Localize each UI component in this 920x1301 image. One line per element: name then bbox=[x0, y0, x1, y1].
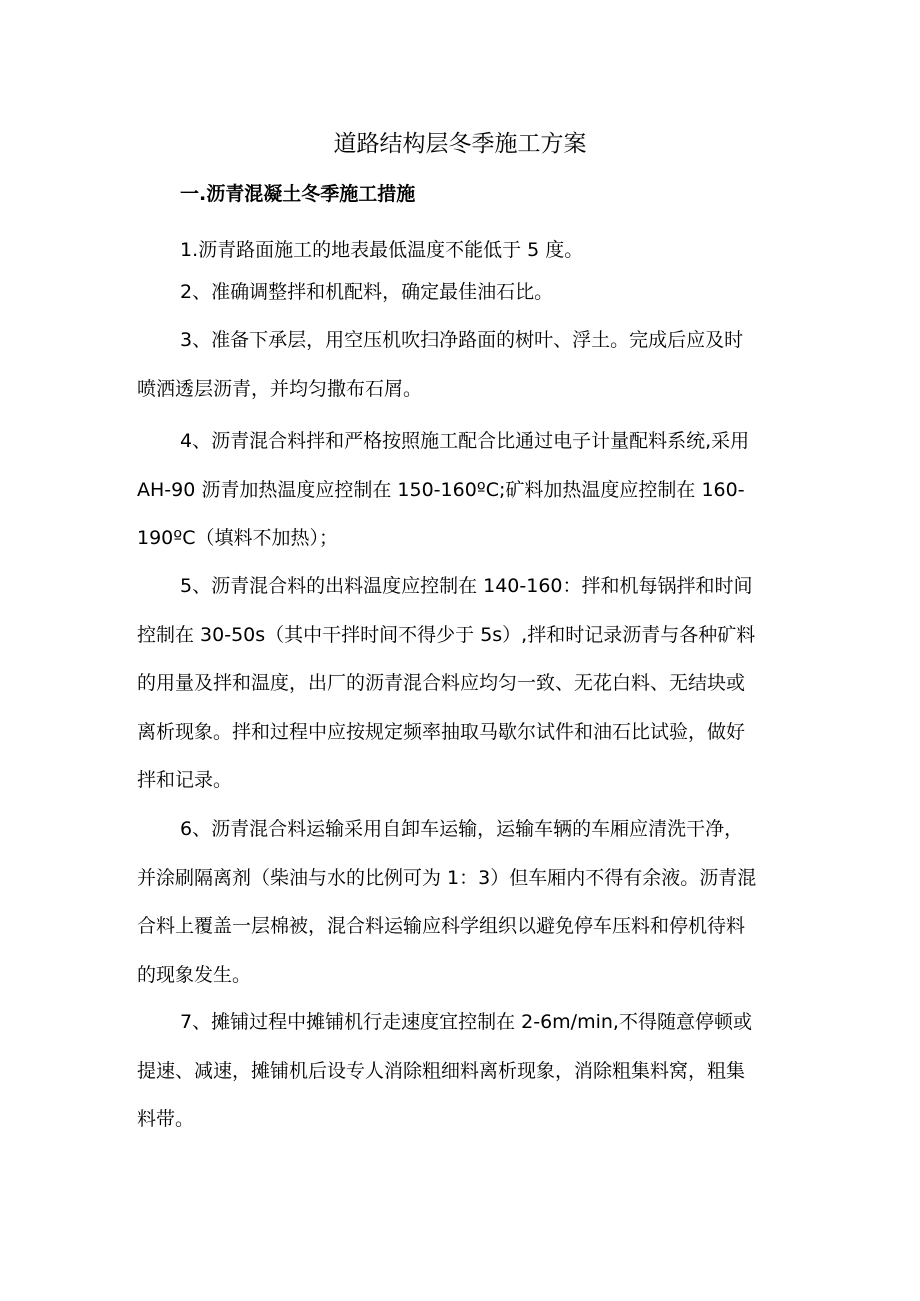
section-heading: 一.沥青混凝土冬季施工措施 bbox=[180, 183, 416, 205]
paragraph-line: 的用量及拌和温度，出厂的沥青混合料应均匀一致、无花白料、无结块或 bbox=[137, 672, 746, 694]
paragraph-line: 提速、减速，摊铺机后设专人消除粗细料离析现象，消除粗集料窝，粗集 bbox=[137, 1059, 746, 1082]
paragraph-line: 190ºC（填料不加热）； bbox=[137, 527, 338, 549]
paragraph-2 bbox=[137, 268, 787, 317]
paragraph-line: 喷洒透层沥青，并均匀撒布石屑。 bbox=[137, 377, 423, 400]
paragraph-line: 6、沥青混合料运输采用自卸车运输，运输车辆的车厢应清洗干净， bbox=[180, 818, 744, 840]
paragraph-4 bbox=[137, 417, 787, 563]
paragraph-line: 7、摊铺过程中摊铺机行走速度宜控制在 2-6m∕min,不得随意停顿或 bbox=[180, 1011, 752, 1033]
paragraph-line: AH-90 沥青加热温度应控制在 150-160ºC;矿料加热温度应控制在 160- bbox=[137, 478, 745, 501]
paragraph-line: 控制在 30-50s（其中干拌时间不得少于 5s）,拌和时记录沥青与各种矿料 bbox=[137, 623, 756, 646]
paragraph-line: 1.沥青路面施工的地表最低温度不能低于 5 度。 bbox=[180, 239, 584, 261]
paragraph-3 bbox=[137, 316, 787, 413]
page-title: 道路结构层冬季施工方案 bbox=[333, 131, 587, 157]
paragraph-6 bbox=[137, 805, 787, 999]
paragraph-7 bbox=[137, 998, 787, 1144]
paragraph-line: 并涂刷隔离剂（柴油与水的比例可为 1：3）但车厢内不得有余液。沥青混 bbox=[137, 866, 757, 889]
paragraph-5 bbox=[137, 562, 787, 805]
paragraph-line: 5、沥青混合料的出料温度应控制在 140-160：拌和机每锅拌和时间 bbox=[180, 575, 753, 597]
paragraph-line: 3、准备下承层，用空压机吹扫净路面的树叶、浮土。完成后应及时 bbox=[180, 329, 744, 351]
paragraph-line: 合料上覆盖一层棉被，混合料运输应科学组织以避免停车压料和停机待料 bbox=[137, 915, 746, 937]
paragraph-line: 拌和记录。 bbox=[137, 769, 233, 791]
paragraph-line: 2、准确调整拌和机配料，确定最佳油石比。 bbox=[180, 281, 554, 303]
paragraph-line: 4、沥青混合料拌和严格按照施工配合比通过电子计量配料系统,采用 bbox=[180, 430, 750, 452]
paragraph-line: 的现象发生。 bbox=[137, 963, 252, 986]
paragraph-line: 离析现象。拌和过程中应按规定频率抽取马歇尔试件和油石比试验，做好 bbox=[137, 720, 746, 743]
paragraph-line: 料带。 bbox=[137, 1108, 195, 1130]
